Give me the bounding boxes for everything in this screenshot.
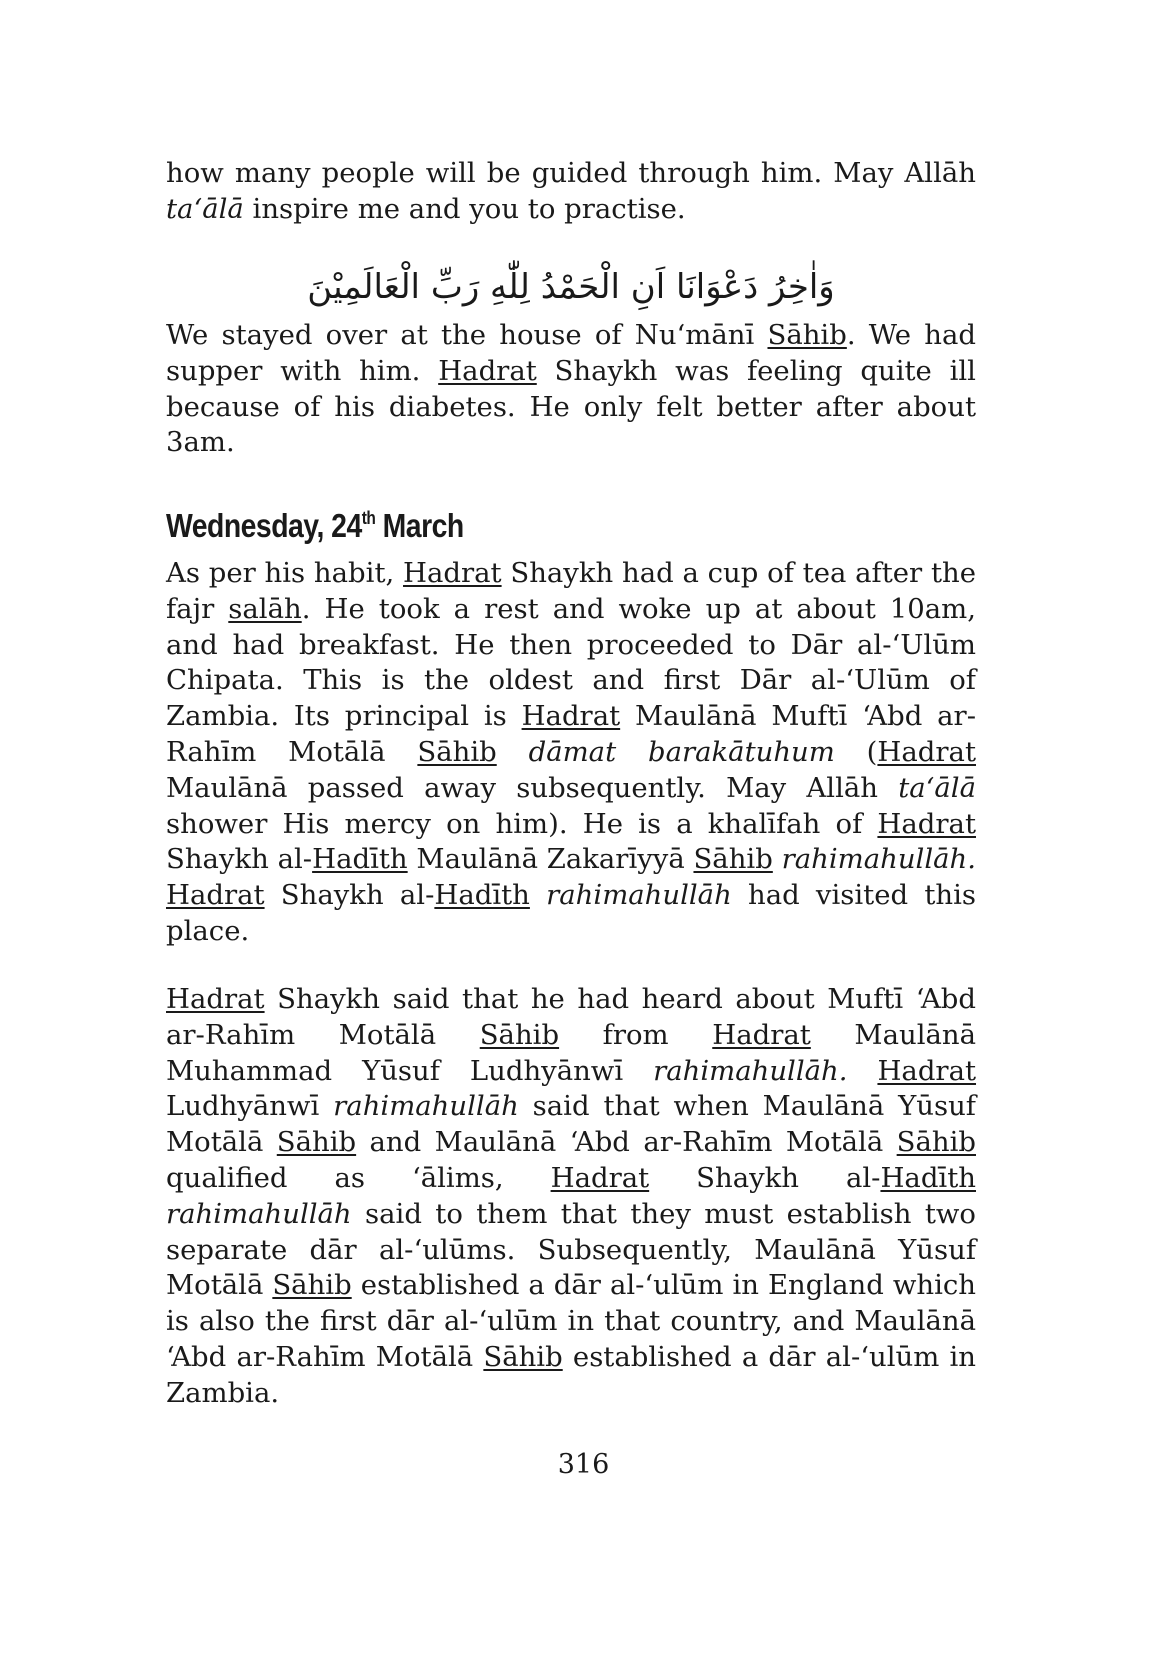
paragraph-3 <box>166 556 976 950</box>
text-run: from <box>559 1018 713 1051</box>
italic-run: ta‘ālā <box>898 771 976 804</box>
italic-run: rahimahullāh <box>546 879 732 912</box>
underlined-run: Hadrat <box>166 879 265 912</box>
text-run: ( <box>834 735 878 768</box>
text-run: and Maulānā ‘Abd ar-Rahīm Motālā <box>356 1126 897 1159</box>
underlined-run: Hadrat <box>166 983 265 1015</box>
text-run: said to them that they must establish two separate dār al-‘ulūms. Subsequently, Maulānā Yūsuf Motālā <box>166 1197 976 1302</box>
text-run: Shaykh al- <box>649 1161 881 1194</box>
text-run: Shaykh said that he had heard about Muftī ‘Abd ar-Rahīm Motālā <box>166 983 976 1051</box>
text-run: Maulānā Muftī ‘Abd ar-Rahīm Motālā <box>166 700 976 768</box>
heading-text: March <box>375 507 464 544</box>
text-run: inspire me and you to practise. <box>243 192 686 225</box>
underlined-run: Hadīth <box>434 879 530 912</box>
italic-run: ta‘ālā <box>166 192 244 225</box>
heading-text: Wednesday, 24 <box>166 507 362 544</box>
underlined-run: Sāhib <box>417 735 497 768</box>
underlined-run: Sāhib <box>767 319 847 351</box>
text-run <box>773 843 782 875</box>
text-run: had visited this place. <box>166 879 976 947</box>
underlined-run: salāh <box>228 592 302 625</box>
text-run <box>497 736 529 768</box>
text-run: Maulānā passed away subsequently. May Allāh <box>166 771 899 804</box>
underlined-run: Sāhib <box>272 1269 352 1302</box>
underlined-run: Sāhib <box>479 1018 560 1051</box>
italic-run: rahimahullāh <box>333 1090 519 1123</box>
italic-run: rahimahullāh. <box>653 1054 848 1087</box>
heading-superscript: th <box>361 508 376 528</box>
underlined-run: Sāhib <box>276 1126 357 1159</box>
text-run: Ludhyānwī <box>166 1090 334 1123</box>
section-heading <box>166 498 464 546</box>
text-run: shower His mercy on him). He is a khalīfah of <box>166 807 878 840</box>
text-run <box>530 879 546 911</box>
underlined-run: Hadrat <box>550 1161 650 1194</box>
paragraph-2 <box>166 318 976 461</box>
paragraph-4-text <box>166 982 976 1412</box>
underlined-run: Hadrat <box>877 1054 977 1087</box>
text-run: As per his habit, <box>166 557 404 589</box>
paragraph-1 <box>166 156 976 228</box>
underlined-run: Sāhib <box>483 1340 563 1373</box>
underlined-run: Hadrat <box>877 807 976 840</box>
page-number: 316 <box>557 1449 610 1480</box>
underlined-run: Sāhib <box>896 1126 976 1159</box>
text-run: Shaykh had a cup of tea after the fajr <box>166 557 976 625</box>
text-run: Shaykh al- <box>264 879 435 912</box>
underlined-run: Hadrat <box>521 700 621 733</box>
text-run: Maulānā Zakarīyyā <box>407 843 694 876</box>
text-run: Shaykh al- <box>166 843 313 876</box>
italic-run: dāmat barakātuhum <box>528 735 835 768</box>
paragraph-3-text <box>166 556 976 950</box>
underlined-run: Hadrat <box>877 735 976 768</box>
italic-run: rahimahullāh <box>166 1197 352 1230</box>
text-run: said that when Maulānā Yūsuf Motālā <box>166 1090 976 1159</box>
text-run: . He took a rest and woke up at about 10am, and had breakfast. He then proceeded to Dār al-‘Ulūm Chipata. This is the oldest and first Dār al-‘Ulūm of Zambia. Its principal is <box>166 592 976 733</box>
paragraph-1-text <box>166 156 976 228</box>
text-run: . We had supper with him. <box>166 319 976 387</box>
text-run: qualified as ‘ālims, <box>166 1161 551 1194</box>
text-run: established a dār al-‘ulūm in Zambia. <box>166 1340 976 1409</box>
underlined-run: Hadīth <box>880 1161 976 1194</box>
underlined-run: Sāhib <box>693 843 773 876</box>
text-run: how many people will be guided through him. May Allāh <box>166 157 976 189</box>
text-run: We stayed over at the house of Nu‘mānī <box>166 319 768 351</box>
text-run <box>847 1055 877 1087</box>
text-run: established a dār al-‘ulūm in England which is also the first dār al-‘ulūm in that country, and Maulānā ‘Abd ar-Rahīm Motālā <box>166 1269 976 1373</box>
underlined-run: Hadrat <box>438 354 537 387</box>
italic-run: rahimahullāh. <box>781 843 976 876</box>
underlined-run: Hadrat <box>712 1018 811 1051</box>
text-run: Shaykh was feeling quite ill because of his diabetes. He only felt better after about 3am. <box>166 354 976 459</box>
text-run: Maulānā Muhammad Yūsuf Ludhyānwī <box>166 1018 976 1087</box>
underlined-run: Hadrat <box>403 557 502 589</box>
paragraph-4 <box>166 982 976 1412</box>
paragraph-2-text <box>166 318 976 461</box>
underlined-run: Hadīth <box>312 843 408 876</box>
arabic-dua-line: وَاٰخِرُ دَعْوَانَا اَنِ الْحَمْدُ لِلّٰهِ رَبِّ الْعَالَمِيْنَ <box>307 267 835 307</box>
